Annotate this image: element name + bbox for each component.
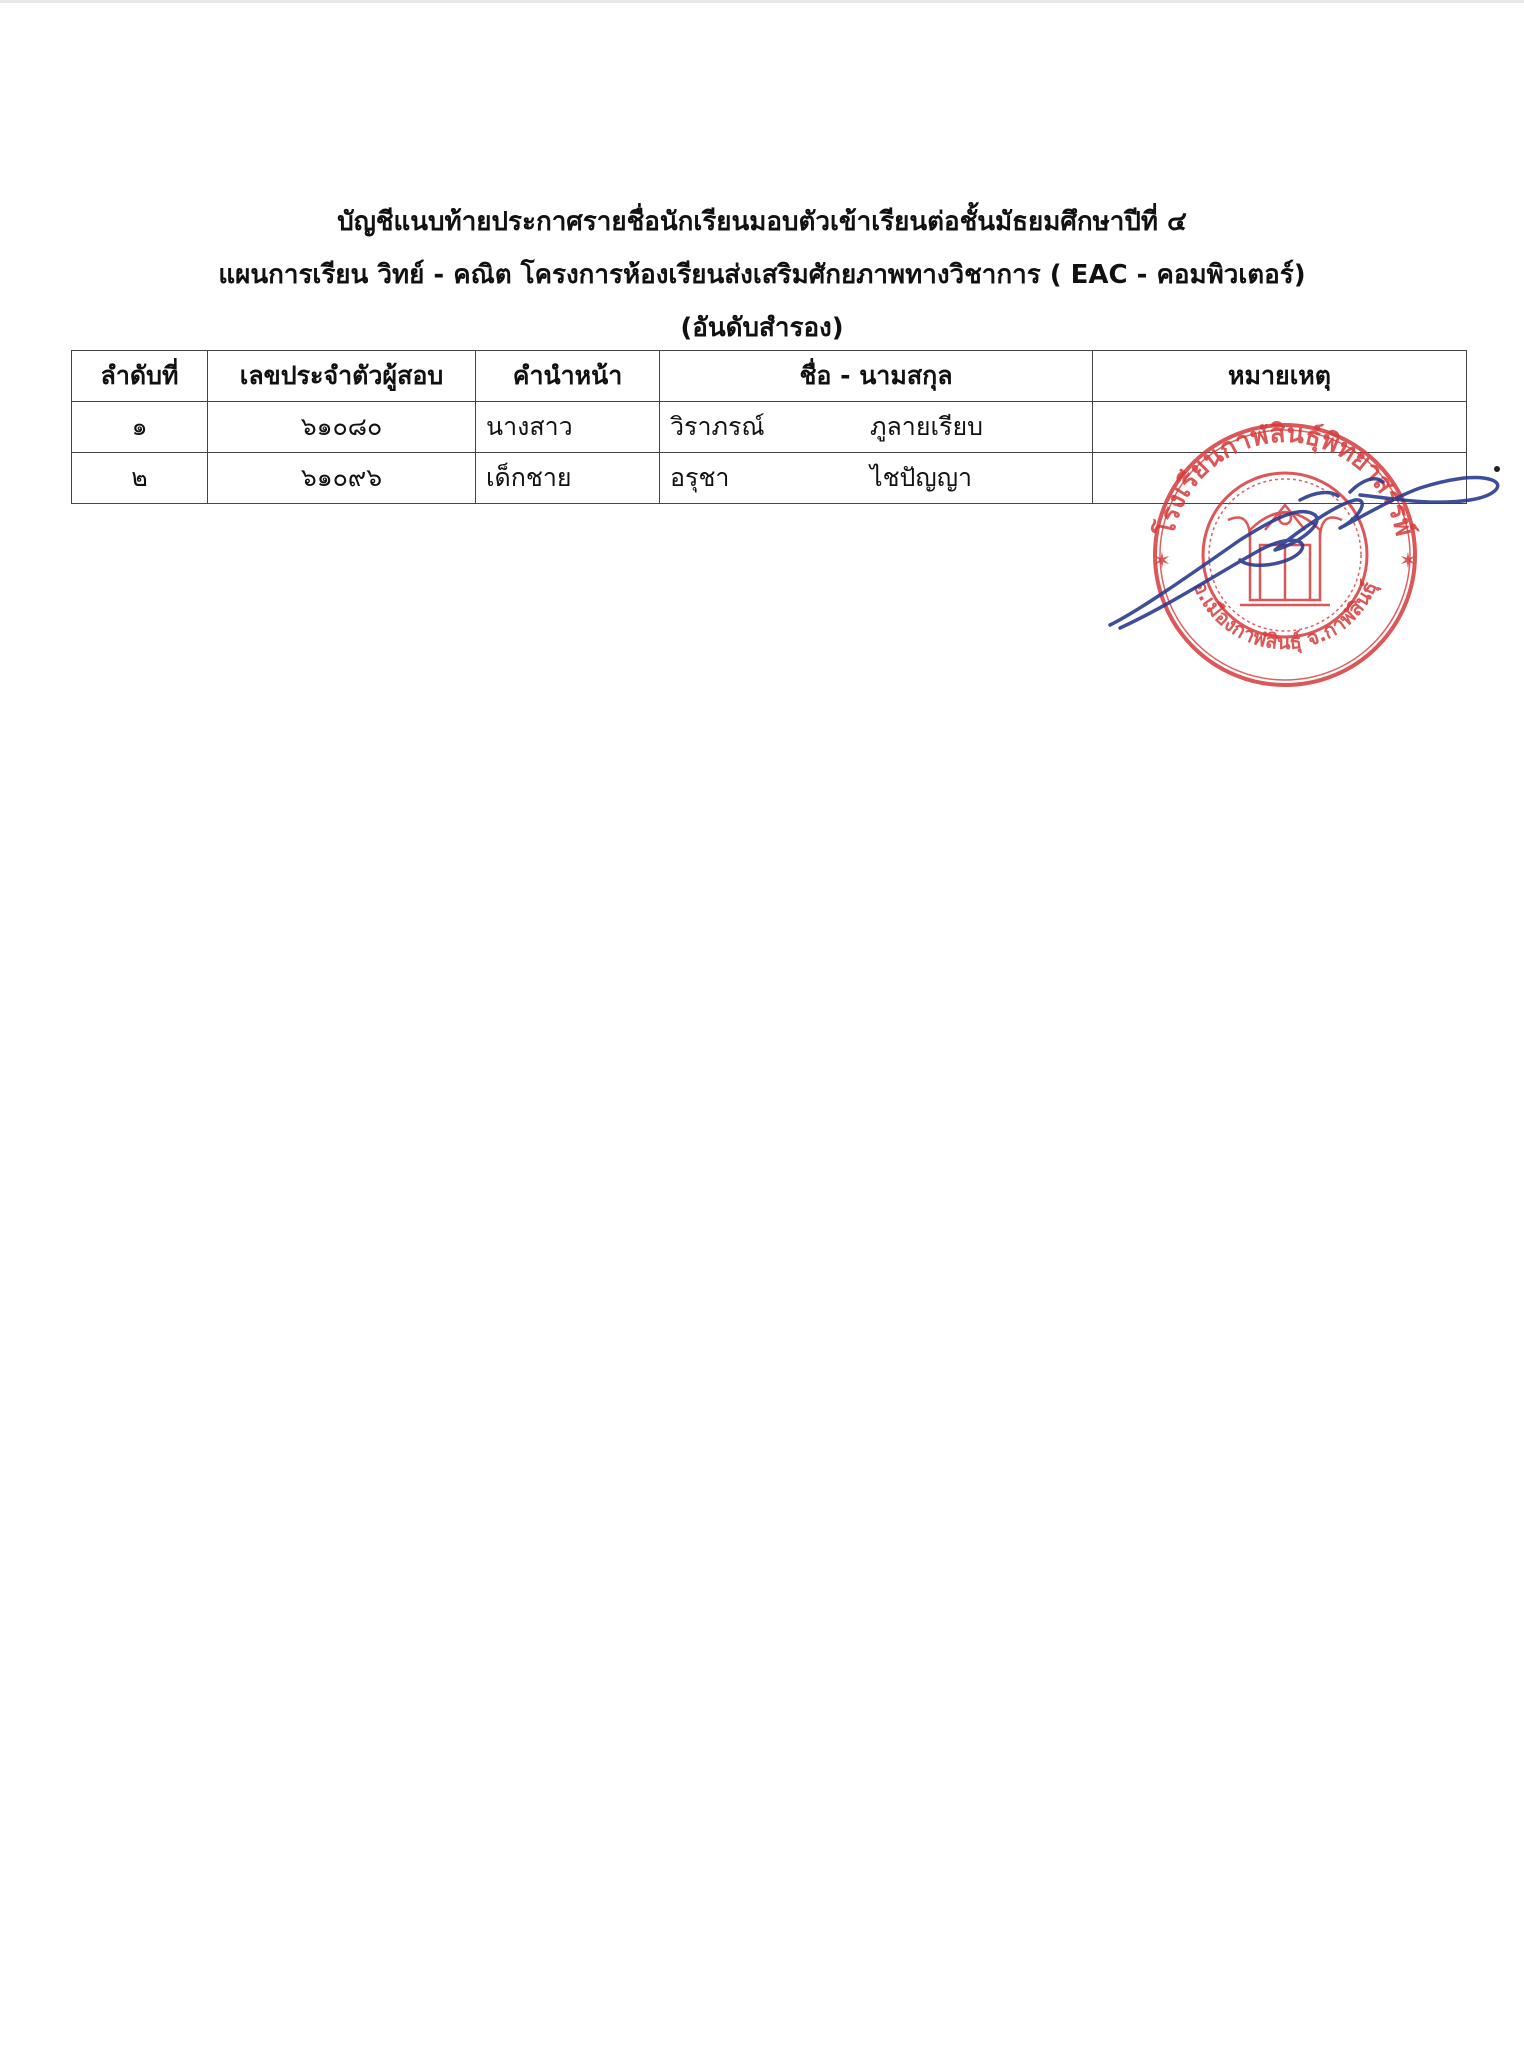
- cell-prefix: นางสาว: [476, 402, 660, 453]
- top-border-line: [0, 0, 1524, 3]
- svg-text:อ.เมืองกาฬสินธุ์ จ.กาฬสินธุ์: อ.เมืองกาฬสินธุ์ จ.กาฬสินธุ์: [1188, 577, 1382, 655]
- svg-text:โรงเรียนกาฬสินธุ์พิทยาสรรพ์: โรงเรียนกาฬสินธุ์พิทยาสรรพ์: [1150, 418, 1420, 539]
- col-header-prefix: คำนำหน้า: [476, 351, 660, 402]
- cell-first-name: วิราภรณ์: [670, 412, 765, 441]
- cell-last-name: ภูลายเรียบ: [870, 412, 983, 441]
- table-header-row: [72, 351, 1467, 402]
- document-header: [0, 196, 1524, 355]
- header-program: แผนการเรียน วิทย์ - คณิต โครงการห้องเรียนส่งเสริมศักยภาพทางวิชาการ ( EAC - คอมพิวเตอร์): [218, 260, 1306, 290]
- col-header-number: ลำดับที่: [72, 351, 208, 402]
- cell-first-name: อรุชา: [670, 463, 730, 492]
- col-header-note: หมายเหตุ: [1093, 351, 1467, 402]
- cell-number: ๑: [72, 402, 208, 453]
- cell-number: ๒: [72, 453, 208, 504]
- col-header-exam-id: เลขประจำตัวผู้สอบ: [208, 351, 476, 402]
- cell-prefix: เด็กชาย: [476, 453, 660, 504]
- svg-text:✶: ✶: [1398, 549, 1418, 574]
- school-seal-with-signature: [1100, 400, 1510, 690]
- svg-text:✶: ✶: [1152, 549, 1172, 574]
- cell-exam-id: ๖๑๐๙๖: [208, 453, 476, 504]
- cell-last-name: ไชปัญญา: [870, 463, 973, 492]
- stray-dot: [1494, 466, 1500, 472]
- seal-emblem: [1228, 505, 1342, 605]
- cell-exam-id: ๖๑๐๘๐: [208, 402, 476, 453]
- col-header-name: ชื่อ - นามสกุล: [660, 351, 1093, 402]
- header-title: บัญชีแนบท้ายประกาศรายชื่อนักเรียนมอบตัวเข้าเรียนต่อชั้นมัธยมศึกษาปีที่ ๔: [337, 207, 1187, 237]
- cell-name: [660, 453, 1093, 504]
- cell-name: [660, 402, 1093, 453]
- header-subtitle: (อันดับสำรอง): [680, 313, 844, 343]
- school-seal-stamp: [1149, 419, 1421, 685]
